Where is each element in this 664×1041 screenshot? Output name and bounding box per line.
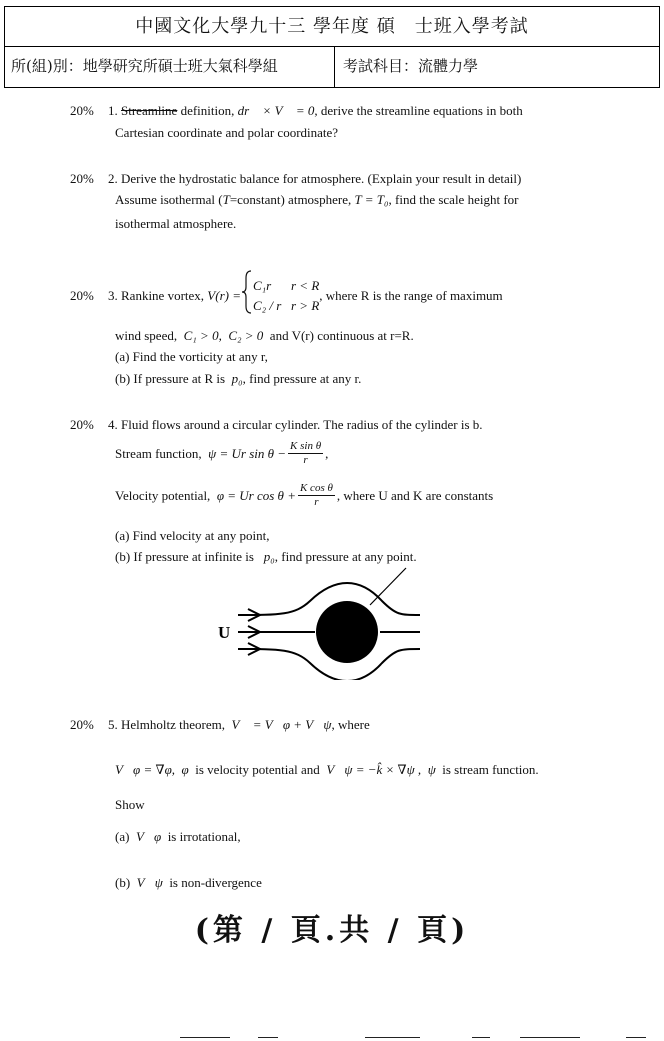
stream-fraction	[288, 440, 323, 467]
scan-line	[520, 1037, 580, 1038]
question-4-part-a: (a) Find velocity at any point,	[115, 528, 270, 543]
question-5-part-a-symbol: V⃗φ	[135, 829, 162, 844]
scan-line	[180, 1037, 230, 1038]
question-5-text-a: Helmholtz theorem,	[121, 717, 225, 732]
question-5-part-b-text: is non-divergence	[169, 875, 262, 890]
question-5-part-a	[115, 826, 241, 848]
question-1-percent: 20%	[70, 103, 94, 118]
stream-fraction-den: r	[303, 454, 308, 466]
case-2-cond: r > R	[290, 297, 320, 313]
question-5-formula: V⃗ = V⃗φ + V⃗ψ	[231, 717, 332, 732]
question-4-number: 4.	[108, 417, 118, 432]
subject-label: 考試科目：流體力學	[343, 57, 479, 75]
question-4-part-b-b: , find pressure at any point.	[274, 549, 417, 564]
question-3-part-b-a: (b) If pressure at R is	[115, 371, 226, 386]
question-5-text-b: , where	[331, 717, 370, 732]
question-3-c2: C₂ > 0	[228, 328, 264, 343]
stream-lhs: ψ = Ur sin θ −	[208, 445, 287, 461]
question-4-line-1: Fluid flows around a circular cylinder. The radius of the cylinder is b.	[121, 417, 483, 432]
question-5-psi: ψ	[427, 762, 436, 777]
scan-line	[472, 1037, 490, 1038]
question-2-number: 2.	[108, 171, 118, 186]
question-4-part-b-a: (b) If pressure at infinite is	[115, 549, 254, 564]
question-3-line-2-b: and V(r) continuous at r=R.	[269, 328, 414, 343]
question-2-t-symbol: T	[222, 192, 230, 207]
question-2-line-2-b: =constant) atmosphere,	[229, 192, 352, 207]
exam-header-table	[4, 6, 660, 88]
velocity-fraction-num: K cos θ	[299, 482, 333, 494]
question-5-phi: φ	[181, 762, 189, 777]
question-1-struck-word: Streamline	[121, 103, 178, 118]
question-5-part-a-label: (a)	[115, 829, 130, 844]
page-indicator: (第 / 頁.共 / 頁)	[194, 913, 470, 948]
question-3-part-b	[115, 368, 361, 390]
question-2-line-2	[115, 189, 518, 211]
piecewise-brace	[241, 270, 253, 321]
question-3-line-2	[115, 325, 414, 347]
case-2	[253, 296, 319, 316]
piecewise-cases	[253, 276, 319, 316]
velocity-fraction-den: r	[314, 496, 319, 508]
question-5-line-2	[115, 759, 539, 781]
question-2-percent: 20%	[70, 171, 94, 186]
question-3-part-b-b: , find pressure at any r.	[242, 371, 362, 386]
question-4-percent: 20%	[70, 417, 94, 432]
question-2	[70, 168, 521, 190]
question-3-number: 3.	[108, 287, 118, 303]
question-4-p0: p₀	[263, 549, 275, 564]
scan-line	[626, 1037, 646, 1038]
stream-fraction-num: K sin θ	[290, 440, 322, 452]
question-5	[70, 714, 370, 736]
velocity-label: Velocity potential,	[115, 487, 211, 503]
question-5-line-2-b: is stream function.	[442, 762, 539, 777]
question-1-text-a: definition,	[177, 103, 235, 118]
question-5-vpsi-def: V⃗ψ = −k̂ × ∇ψ ,	[326, 762, 422, 777]
case-1-cond: r < R	[290, 277, 320, 293]
question-3-c1: C₁ > 0,	[183, 328, 222, 343]
figure-u-label: U	[218, 623, 231, 642]
question-2-line-1: Derive the hydrostatic balance for atmosphere. (Explain your result in detail)	[121, 171, 522, 186]
question-1-text-b: , derive the streamline equations in both	[314, 103, 523, 118]
question-5-vphi-def: V⃗φ = ∇φ,	[115, 762, 176, 777]
velocity-tail: , where U and K are constants	[336, 487, 494, 503]
stream-tail: ,	[325, 445, 329, 461]
question-3-text-a: Rankine vortex,	[121, 287, 205, 303]
question-5-part-b-symbol: V⃗ψ	[136, 875, 163, 890]
question-3-text-b: , where R is the range of maximum	[319, 287, 503, 303]
scan-line	[365, 1037, 420, 1038]
radius-pointer	[370, 568, 406, 605]
question-4-velocity-potential	[115, 482, 493, 509]
scan-line	[258, 1037, 278, 1038]
question-5-percent: 20%	[70, 717, 94, 732]
case-1	[253, 276, 319, 296]
question-5-part-a-text: is irrotational,	[167, 829, 241, 844]
question-1	[70, 100, 523, 122]
question-4	[70, 414, 483, 436]
question-1-number: 1.	[108, 103, 118, 118]
question-3-p0: p₀	[231, 371, 243, 386]
question-5-number: 5.	[108, 717, 118, 732]
question-5-part-b	[115, 872, 262, 894]
velocity-lhs: φ = Ur cos θ +	[216, 487, 296, 503]
left-brace-icon	[241, 270, 253, 314]
question-5-line-2-a: is velocity potential and	[195, 762, 320, 777]
case-2-expr: C₂ / r	[252, 297, 282, 313]
question-3-line-2-a: wind speed,	[115, 328, 178, 343]
exam-title: 中國文化大學九十三 學年度 碩 士班入學考試	[5, 7, 659, 47]
cylinder-flow-figure	[210, 565, 420, 680]
department-label: 所(組)別：地學研究所碩士班大氣科學組	[5, 46, 335, 87]
case-1-expr: C₁r	[252, 277, 272, 293]
question-3-function: V(r) =	[207, 287, 241, 303]
question-1-formula: dr⃗ × V⃗ = 0	[237, 103, 315, 118]
cylinder	[316, 601, 378, 663]
stream-label: Stream function,	[115, 445, 202, 461]
question-5-part-b-label: (b)	[115, 875, 131, 890]
question-3-percent: 20%	[70, 287, 94, 303]
question-5-show: Show	[115, 797, 145, 812]
question-3	[70, 270, 503, 321]
question-3-part-a: (a) Find the vorticity at any r,	[115, 349, 268, 364]
question-2-formula: T = T₀	[354, 192, 389, 207]
velocity-fraction	[298, 482, 335, 509]
question-4-stream-function	[115, 440, 328, 467]
question-2-line-3: isothermal atmosphere.	[115, 216, 237, 231]
question-2-line-2-a: Assume isothermal (	[115, 192, 223, 207]
question-1-line-2: Cartesian coordinate and polar coordinate?	[115, 125, 339, 140]
question-2-line-2-c: , find the scale height for	[388, 192, 519, 207]
